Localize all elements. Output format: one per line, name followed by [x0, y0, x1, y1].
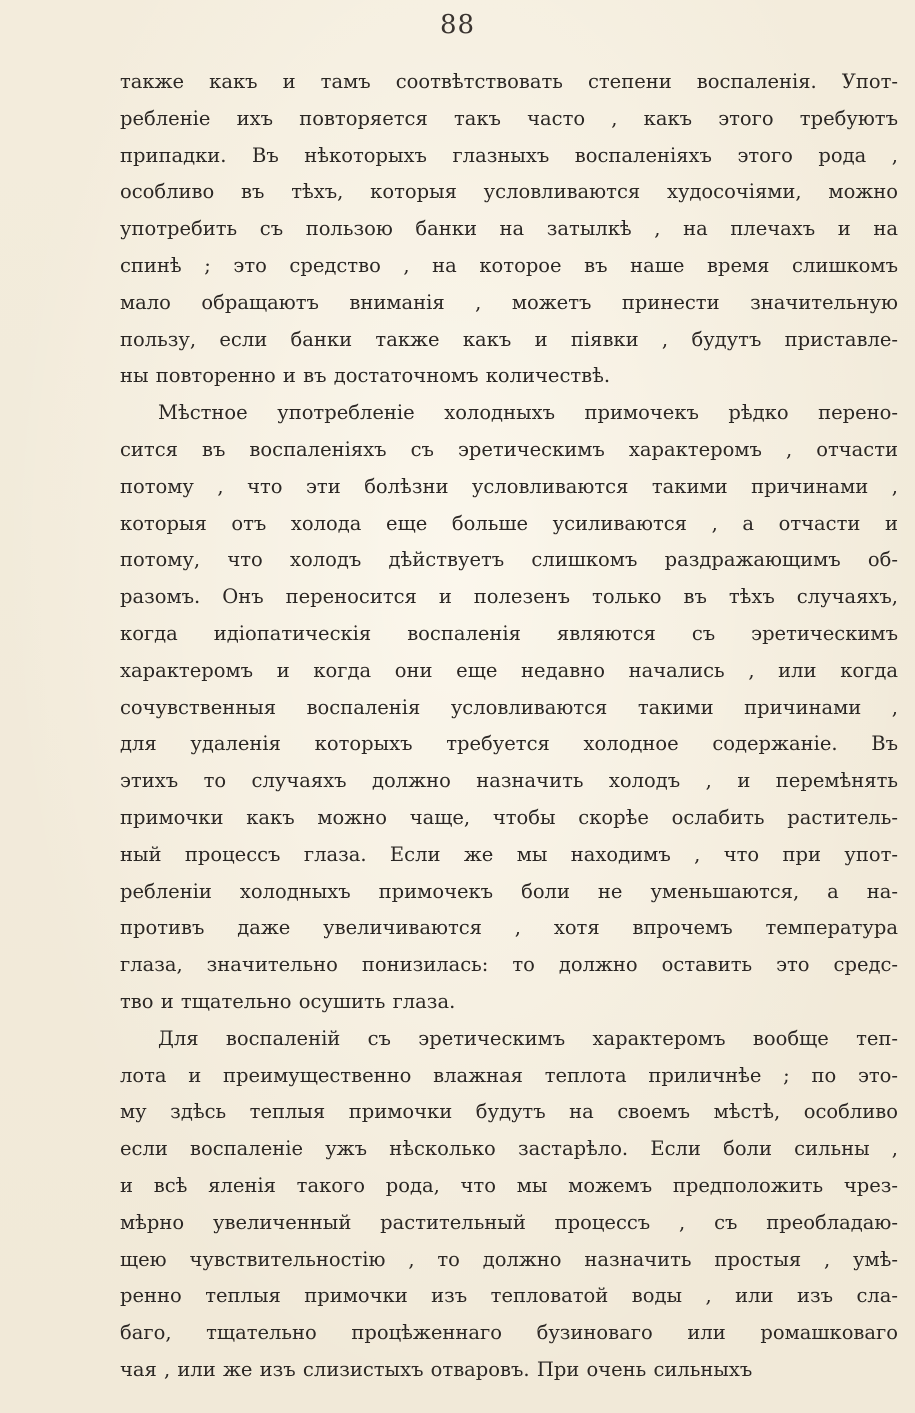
text-line: баго, тщательно процѣженнаго бузиноваго или ромашковаго — [120, 1321, 898, 1345]
text-line: ребленіи холодныхъ примочекъ боли не уменьшаются, а на- — [120, 879, 898, 903]
text-line: припадки. Въ нѣкоторыхъ глазныхъ воспаленіяхъ этого рода , — [120, 143, 898, 167]
text-line: примочки какъ можно чаще, чтобы скорѣе ослабить раститель- — [120, 805, 898, 829]
text-line: Для воспаленій съ эретическимъ характеромъ вообще теп- — [158, 1026, 898, 1050]
text-line: ренно теплыя примочки изъ тепловатой воды , или изъ сла- — [120, 1284, 898, 1308]
body-text — [120, 64, 898, 1389]
text-line: характеромъ и когда они еще недавно начались , или когда — [120, 658, 898, 682]
text-line: мало обращаютъ вниманія , можетъ принести значительную — [120, 290, 898, 314]
text-line: когда идіопатическія воспаленія являются съ эретическимъ — [120, 621, 898, 645]
text-line: также какъ и тамъ соотвѣтствовать степени воспаленія. Упот- — [120, 70, 898, 93]
text-line: ны повторенно и въ достаточномъ количествѣ. — [120, 364, 611, 388]
text-line: Мѣстное употребленіе холодныхъ примочекъ рѣдко перено- — [158, 401, 898, 425]
text-line: пользу, если банки также какъ и піявки , будутъ приставле- — [120, 327, 898, 351]
text-line: разомъ. Онъ переносится и полезенъ только въ тѣхъ случаяхъ, — [120, 585, 898, 609]
text-line: если воспаленіе ужъ нѣсколько застарѣло. Если боли сильны , — [120, 1137, 898, 1161]
text-line: спинѣ ; это средство , на которое въ наше время слишкомъ — [120, 253, 898, 277]
text-line: лота и преимущественно влажная теплота приличнѣе ; по это- — [120, 1063, 898, 1087]
paragraph — [120, 1021, 898, 1389]
text-line: ребленіе ихъ повторяется такъ часто , какъ этого требуютъ — [120, 106, 898, 130]
text-line: глаза, значительно понизилась: то должно оставить это средс- — [120, 953, 898, 977]
text-line: сочувственныя воспаленія условливаются такими причинами , — [120, 695, 898, 719]
text-line: тво и тщательно осушить глаза. — [120, 989, 456, 1013]
text-line: чая , или же изъ слизистыхъ отваровъ. При очень сильныхъ — [120, 1357, 753, 1381]
page-number: 88 — [439, 10, 476, 40]
text-line: особливо въ тѣхъ, которыя условливаются худосочіями, можно — [120, 180, 898, 204]
text-line: му здѣсь теплыя примочки будутъ на своемъ мѣстѣ, особливо — [120, 1100, 898, 1124]
paragraph — [120, 64, 898, 395]
text-line: мѣрно увеличенный растительный процессъ , съ преобладаю- — [120, 1210, 898, 1234]
text-line: потому, что холодъ дѣйствуетъ слишкомъ раздражающимъ об- — [120, 548, 898, 572]
text-line: которыя отъ холода еще больше усиливаются , а отчасти и — [120, 511, 898, 535]
text-line: и всѣ яленія такого рода, что мы можемъ предположить чрез- — [120, 1173, 898, 1197]
text-line: потому , что эти болѣзни условливаются такими причинами , — [120, 474, 898, 498]
text-line: употребить съ пользою банки на затылкѣ , на плечахъ и на — [120, 217, 898, 241]
text-line: этихъ то случаяхъ должно назначить холодъ , и перемѣнять — [120, 769, 898, 793]
text-line: сится въ воспаленіяхъ съ эретическимъ характеромъ , отчасти — [120, 437, 898, 461]
text-line: ный процессъ глаза. Если же мы находимъ , что при упот- — [120, 842, 898, 866]
text-line: для удаленія которыхъ требуется холодное содержаніе. Въ — [120, 732, 898, 756]
text-line: противъ даже увеличиваются , хотя впрочемъ температура — [120, 916, 898, 940]
paragraph — [120, 395, 898, 1021]
text-line: щею чувствительностію , то должно назначить простыя , умѣ- — [120, 1247, 898, 1271]
